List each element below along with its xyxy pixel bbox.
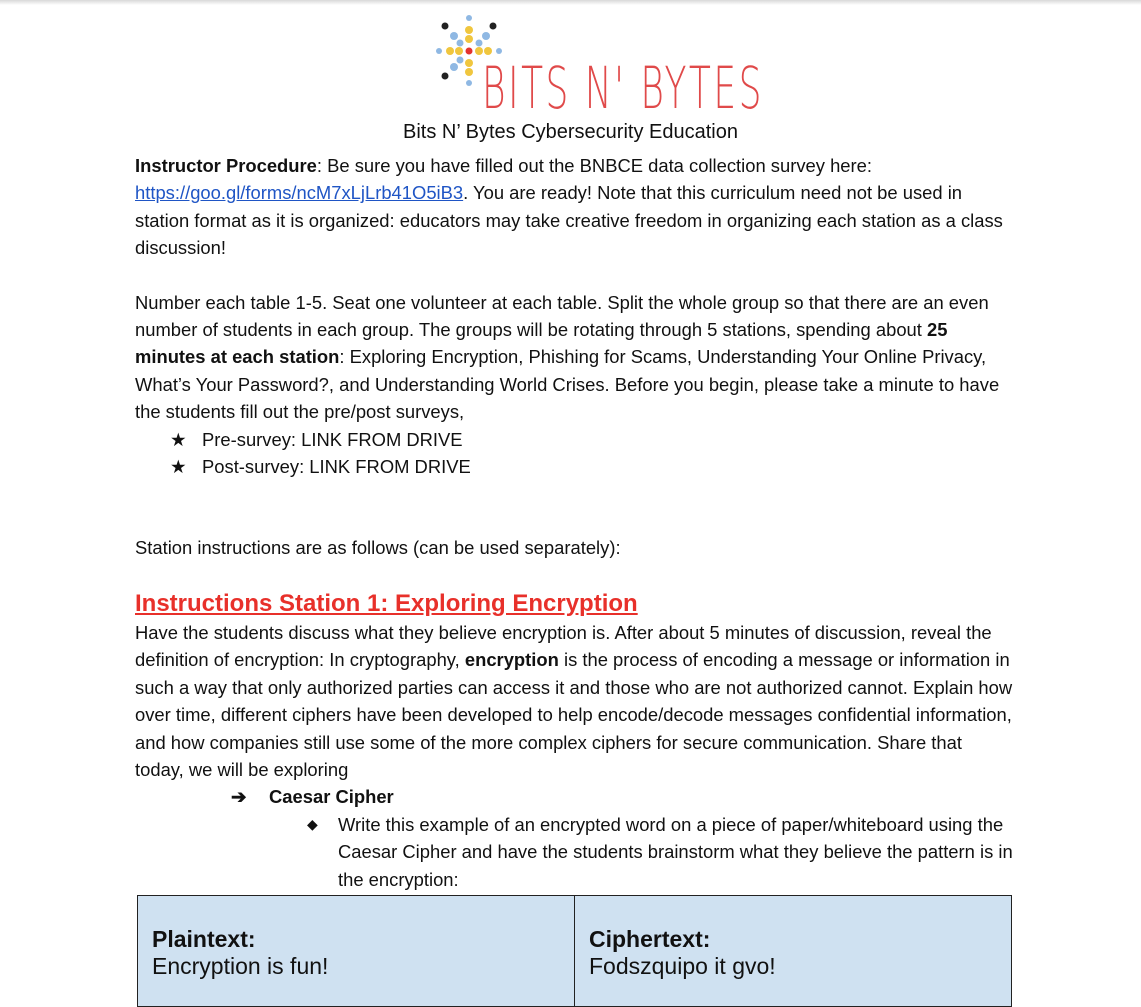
bits-n-bytes-logo — [430, 10, 764, 122]
survey-list — [135, 426, 1015, 481]
caesar-cipher-label: Caesar Cipher — [269, 786, 394, 808]
list-item — [170, 453, 1015, 480]
diamond-bullet-icon: ◆ — [307, 815, 318, 832]
station1-heading: Instructions Station 1: Exploring Encryption — [135, 589, 638, 617]
station1-text-continued: is the process of encoding a message or information in such a way that only authorized parties can access it and those who are not authorized cannot. Explain how over time, different ciphers have been developed to help encode/decode messages confidential information, and how companies still use some of the more complex ciphers for secure communication. Share that today, we will be exploring — [135, 649, 1013, 780]
setup-text-continued: : Exploring Encryption, Phishing for Scams, Understanding Your Online Privacy, What’s Your Password?, and Understanding World Crises. Before you begin, please take a minute to have the students fill out the pre/post surveys, — [135, 346, 1000, 423]
ciphertext-cell — [575, 896, 1012, 1007]
intro-text: : Be sure you have filled out the BNBCE data collection survey here: — [316, 155, 872, 176]
post-survey-text: Post-survey: LINK FROM DRIVE — [202, 456, 471, 478]
survey-link[interactable]: https://goo.gl/forms/ncM7xLjLrb41O5iB3 — [135, 182, 464, 204]
setup-paragraph — [135, 289, 1015, 426]
setup-text: Number each table 1-5. Seat one volunteer at each table. Split the whole group so that there are an even number of students in each group. The groups will be rotating through 5 stations, spending about — [135, 291, 989, 341]
star-bullet-icon: ★ — [170, 428, 187, 450]
intro-text-continued: . You are ready! Note that this curriculum need not be used in station format as it is organized: educators may take creative freedom in organizing each station as a class discussion! — [135, 182, 1003, 259]
document-title: Bits N’ Bytes Cybersecurity Education — [403, 121, 738, 143]
plaintext-cell — [138, 896, 575, 1007]
ciphertext-header: Ciphertext: — [589, 926, 711, 952]
top-edge — [0, 0, 1141, 5]
instructor-procedure-paragraph — [135, 152, 1015, 262]
setup-bold: 25 minutes at each station — [135, 319, 948, 368]
plaintext-value: Encryption is fun! — [152, 953, 329, 979]
station1-text: Have the students discuss what they believe encryption is. After about 5 minutes of discussion, reveal the definition of encryption: In cryptography, — [135, 621, 992, 671]
document-body — [135, 152, 1015, 893]
plaintext-header: Plaintext: — [152, 926, 256, 952]
station1-paragraph — [135, 619, 1015, 783]
table-row — [138, 896, 1012, 1007]
star-bullet-icon: ★ — [170, 456, 187, 478]
list-item — [170, 426, 1015, 453]
ciphertext-value: Fodszquipo it gvo! — [589, 953, 776, 979]
pre-survey-text: Pre-survey: LINK FROM DRIVE — [202, 428, 463, 450]
cipher-example-table — [137, 895, 1012, 1007]
caesar-instruction-item — [135, 811, 1015, 893]
caesar-instruction-text: Write this example of an encrypted word on a piece of paper/whiteboard using the Caesar Cipher and have the students brainstorm what they believe the pattern is in the encryption: — [338, 813, 1013, 890]
station1-bold: encryption — [464, 649, 559, 671]
instructor-procedure-label: Instructor Procedure — [135, 155, 317, 176]
caesar-cipher-item — [135, 783, 1015, 810]
logo-text: BITS N' BYTES — [482, 54, 764, 122]
station-intro: Station instructions are as follows (can be used separately): — [135, 537, 621, 559]
arrow-bullet-icon: ➔ — [231, 786, 247, 808]
